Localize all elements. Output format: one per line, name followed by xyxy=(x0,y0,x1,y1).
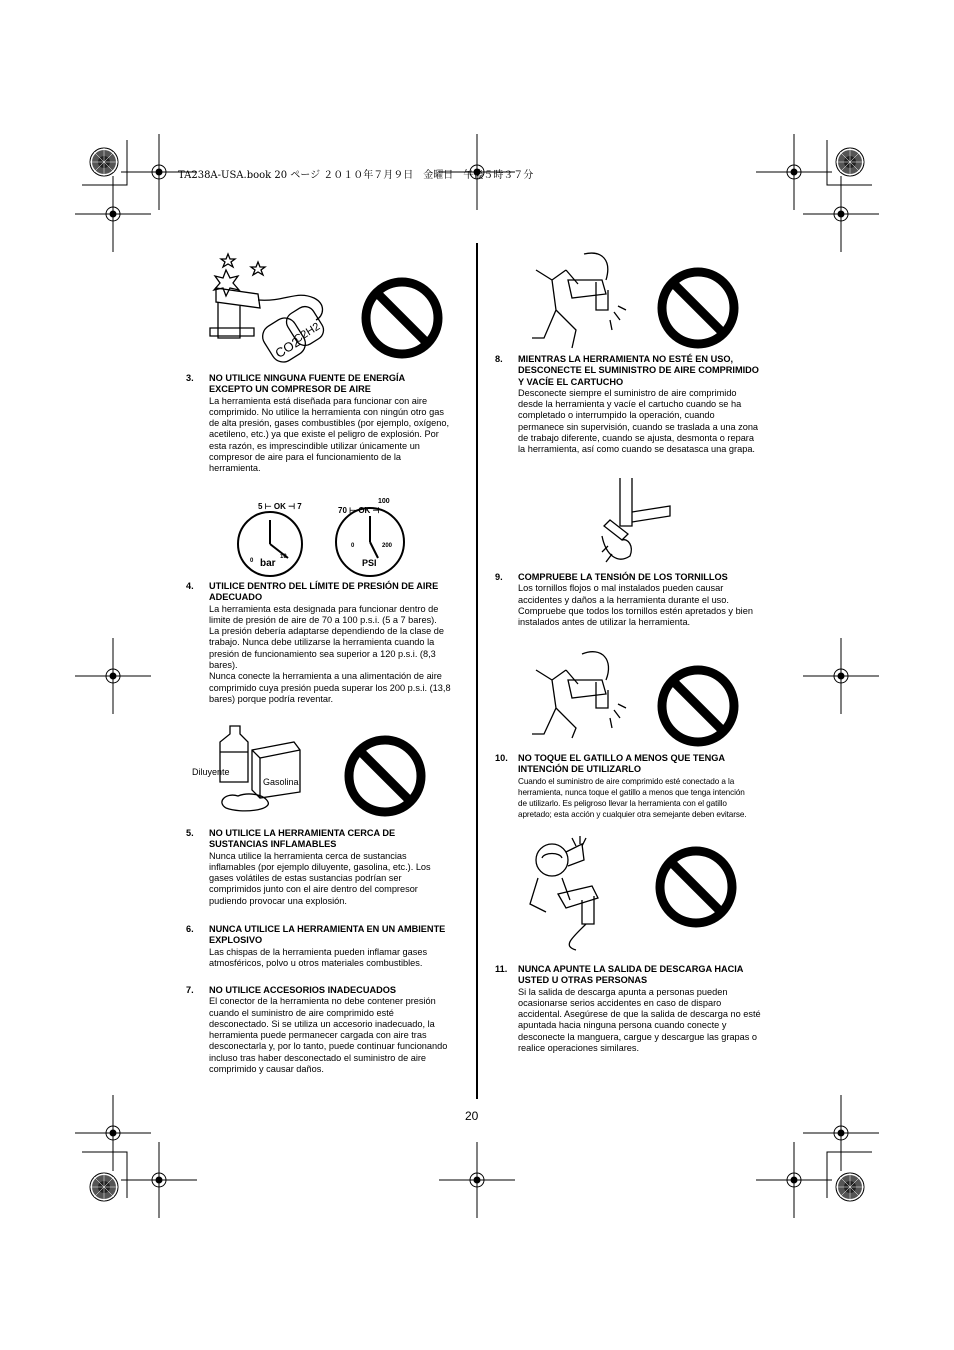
diluyente-label: Diluyente xyxy=(192,767,230,777)
item-title: NUNCA APUNTE LA SALIDA DE DESCARGA HACIA USTED U OTRAS PERSONAS xyxy=(518,964,744,986)
item-title: COMPRUEBE LA TENSIÓN DE LOS TORNILLOS xyxy=(518,572,728,582)
item-title: NO UTILICE NINGUNA FUENTE DE ENERGÍA EXCEPTO UN COMPRESOR DE AIRE xyxy=(209,373,406,395)
pressure-gauges-illustration xyxy=(236,496,411,580)
print-header: TA238A-USA.book 20 ページ ２０１０年７月９日 金曜日 午後５時３７分 xyxy=(178,170,534,181)
item-text: La herramienta está diseñada para funcionar con aire comprimido. No utilice la herramienta con ningún otro gas de alta presión, gases combustibles (por ejemplo, oxígeno, acetileno, etc.) ya que existe el peligro de explosión. Por esta razón, es imprescindible utilizar únicamente un compresor de aire para el funcionamiento de la herramienta. xyxy=(209,395,450,474)
screw-check-illustration xyxy=(598,476,672,568)
psi-ok-label: 70 ⊢ OK ⊣ xyxy=(338,506,380,515)
bar-unit: bar xyxy=(260,558,276,569)
item-text: Si la salida de descarga apunta a personas pueden ocasionarse serios accidentes en caso de disparo accidental. Asegúrese de que la salida de descarga no esté apuntada hacia ninguna persona cuando conecte y desconecte la manguera, cargue y descargue las grapas o realice operaciones similares. xyxy=(518,986,761,1054)
bar-tick-10: 10 xyxy=(280,554,287,560)
bar-ok-label: 5 ⊢ OK ⊣ 7 xyxy=(258,502,302,511)
gas-cylinder-illustration xyxy=(196,250,336,368)
prohibition-icon xyxy=(360,276,444,360)
column-divider xyxy=(476,243,478,1099)
psi-tick-200: 200 xyxy=(382,543,393,549)
prohibition-icon xyxy=(654,845,738,929)
prohibition-icon xyxy=(343,734,427,818)
item-text: Nunca utilice la herramienta cerca de sustancias inflamables (por ejemplo diluyente, gasolina, etc.). Los gases volátiles de estas sustancias podrían ser comprimidos junto con el aire dentro del compresor pudiendo provocar una explosión. xyxy=(209,850,431,906)
item-text: Las chispas de la herramienta pueden inflamar gases atmosféricos, polvo u otros materiales combustibles. xyxy=(209,946,428,968)
item-title: UTILICE DENTRO DEL LÍMITE DE PRESIÓN DE AIRE ADECUADO xyxy=(209,581,439,603)
psi-tick-100: 100 xyxy=(378,498,390,505)
item-title: NO UTILICE ACCESORIOS INADECUADOS xyxy=(209,985,396,995)
co2-label: CO2 xyxy=(272,334,303,361)
item-title: MIENTRAS LA HERRAMIENTA NO ESTÉ EN USO, DESCONECTE EL SUMINISTRO DE AIRE COMPRIMIDO Y VACÍE EL CARTUCHO xyxy=(518,354,759,387)
item-title: NO TOQUE EL GATILLO A MENOS QUE TENGA INTENCIÓN DE UTILIZARLO xyxy=(518,753,726,775)
page-number: 20 xyxy=(465,1109,479,1123)
psi-unit: PSI xyxy=(362,558,377,568)
psi-tick-0: 0 xyxy=(351,543,355,549)
item-title: NO UTILICE LA HERRAMIENTA CERCA DE SUSTANCIAS INFLAMABLES xyxy=(209,828,396,850)
prohibition-icon xyxy=(656,266,740,350)
item-text: El conector de la herramienta no debe contener presión cuando el suministro de aire comprimido esté desconectado. Si se utiliza un accesorio inadecuado, la herramienta puede permanecer cargada con aire tras desconectarla y, por lo tanto, puede continuar funcionando incluso tras haber desconectado el suministro de aire comprimido y causar daños. xyxy=(209,996,448,1075)
trigger-carry-illustration xyxy=(522,640,632,740)
item-text: Los tornillos flojos o mal instalados pueden causar accidentes y daños a la herramienta durante el uso. Compruebe que todos los tornillos estén apretados y bien instalados antes de utilizar la herramienta. xyxy=(518,583,753,628)
item-title: NUNCA UTILICE LA HERRAMIENTA EN UN AMBIENTE EXPLOSIVO xyxy=(209,924,446,946)
item-text: Desconecte siempre el suministro de aire comprimido desde la herramienta y vacíe el cartucho cuando se ha completado o interrumpido la operación, cuando permanece sin supervisión, cuando se traslada a una zona de trabajo diferente, cuando se ajusta, desmonta o repara la herramienta, así como cuando se desatasca una grapa. xyxy=(518,387,759,455)
prohibition-icon xyxy=(656,664,740,748)
bar-tick-0: 0 xyxy=(250,558,254,564)
c2h2-label: C2H2 xyxy=(292,320,323,346)
item-text: Cuando el suministro de aire comprimido esté conectado a la herramienta, nunca toque el gatillo a menos que tenga intención de utilizarlo. Es peligroso llevar la herramienta con el gatillo apretado; esta acción y cualquier otra semejante deben evitarse. xyxy=(518,776,747,820)
pointing-at-person-illustration xyxy=(522,834,632,952)
item-text: La herramienta esta designada para funcionar dentro de limite de presión de aire de 70 a 100 p.s.i. (5 a 7 bares). La presión debería adaptarse dependiendo de la clase de trabajo. Nunca debe utilizarse la herramienta cuando la presión de funcionamiento sea superior a 120 p.s.i. (8,3 bares). Nunca conecte la herramienta a una alimentación de aire comprimido cuya presión pueda superar los 200 p.s.i. (13,8 bares) porque podría reventar. xyxy=(209,603,451,704)
walking-with-tool-illustration xyxy=(522,250,632,350)
gasolina-label: Gasolina xyxy=(263,777,299,787)
